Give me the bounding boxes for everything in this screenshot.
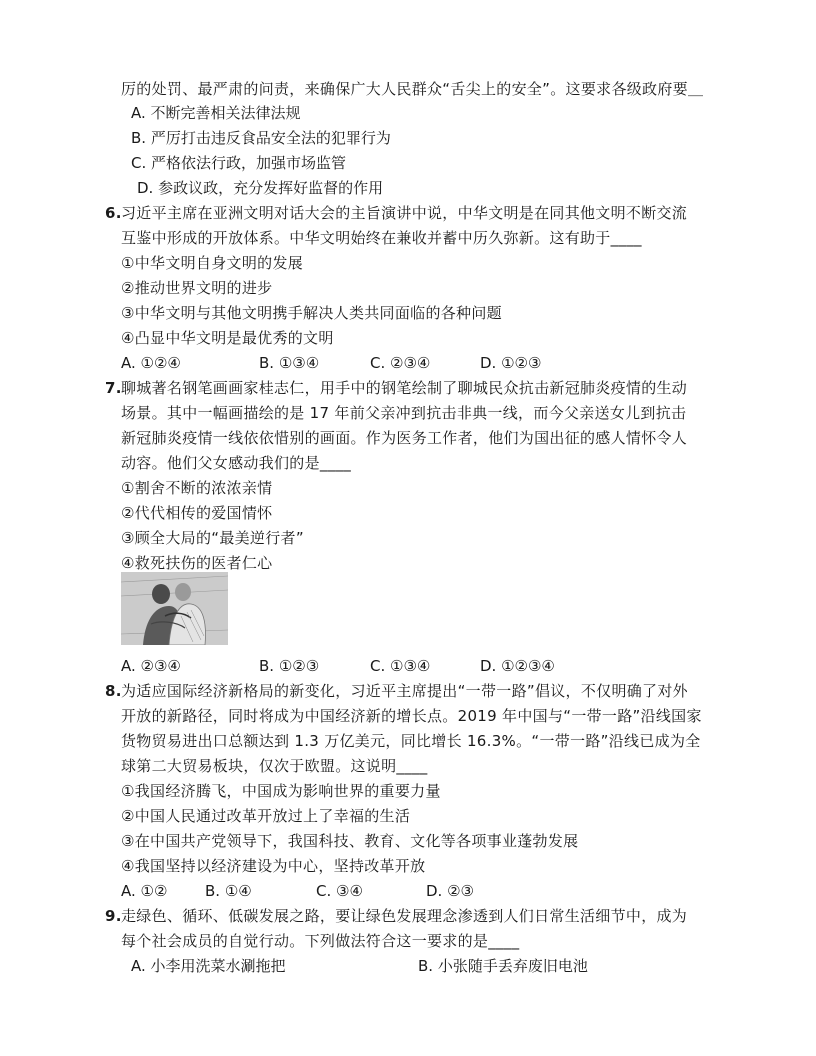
pen-drawing-image [121, 572, 228, 645]
q8-number: 8. [105, 682, 122, 700]
q8-stem-line-3: 货物贸易进出口总额达到 1.3 万亿美元，同比增长 16.3%。“一带一路”沿线已成为全 [121, 732, 701, 750]
q6-option-c[interactable]: C. ②③④ [370, 354, 431, 372]
q9-number: 9. [105, 907, 122, 925]
q9-stem-line-1: 走绿色、循环、低碳发展之路，要让绿色发展理念渗透到人们日常生活细节中，成为 [121, 907, 688, 925]
q6-item-3: ③中华文明与其他文明携手解决人类共同面临的各种问题 [121, 304, 502, 322]
q7-stem-line-4: 动容。他们父女感动我们的是____ [121, 454, 352, 472]
q8-option-b[interactable]: B. ①④ [205, 882, 252, 900]
q7-option-d[interactable]: D. ①②③④ [480, 657, 555, 675]
q8-item-2: ②中国人民通过改革开放过上了幸福的生活 [121, 807, 411, 825]
q8-stem-line-1: 为适应国际经济新格局的新变化，习近平主席提出“一带一路”倡议，不仅明确了对外 [121, 682, 688, 700]
q8-option-c[interactable]: C. ③④ [316, 882, 363, 900]
q5-stem-tail: 厉的处罚、最严肃的问责，来确保广大人民群众“舌尖上的安全”。这要求各级政府要＿ [121, 80, 704, 98]
q8-option-d[interactable]: D. ②③ [426, 882, 474, 900]
q7-stem-line-2: 场景。其中一幅画描绘的是 17 年前父亲冲到抗击非典一线，而今父亲送女儿到抗击 [121, 404, 687, 422]
q5-option-b[interactable]: B. 严厉打击违反食品安全法的犯罪行为 [131, 129, 391, 147]
q6-option-a[interactable]: A. ①②④ [121, 354, 181, 372]
q5-option-d[interactable]: D. 参政议政，充分发挥好监督的作用 [137, 179, 384, 197]
q8-stem-line-4: 球第二大贸易板块，仅次于欧盟。这说明____ [121, 757, 428, 775]
embrace-illustration [121, 572, 228, 645]
q7-number: 7. [105, 379, 122, 397]
q6-stem-line-2: 互鉴中形成的开放体系。中华文明始终在兼收并蓄中历久弥新。这有助于____ [121, 229, 642, 247]
q7-stem-line-1: 聊城著名钢笔画画家桂志仁，用手中的钢笔绘制了聊城民众抗击新冠肺炎疫情的生动 [121, 379, 688, 397]
q9-stem-line-2: 每个社会成员的自觉行动。下列做法符合这一要求的是____ [121, 932, 520, 950]
q7-stem-line-3: 新冠肺炎疫情一线依依惜别的画面。作为医务工作者，他们为国出征的感人情怀令人 [121, 429, 688, 447]
q7-item-3: ③顾全大局的“最美逆行者” [121, 529, 304, 547]
q9-option-a[interactable]: A. 小李用洗菜水涮拖把 [131, 957, 286, 975]
q7-option-b[interactable]: B. ①②③ [259, 657, 320, 675]
q9-option-b[interactable]: B. 小张随手丢弃废旧电池 [418, 957, 588, 975]
q6-option-b[interactable]: B. ①③④ [259, 354, 320, 372]
q8-item-3: ③在中国共产党领导下，我国科技、教育、文化等各项事业蓬勃发展 [121, 832, 579, 850]
q8-item-1: ①我国经济腾飞，中国成为影响世界的重要力量 [121, 782, 441, 800]
q6-stem-line-1: 习近平主席在亚洲文明对话大会的主旨演讲中说，中华文明是在同其他文明不断交流 [121, 204, 688, 222]
q7-option-a[interactable]: A. ②③④ [121, 657, 181, 675]
q7-item-4: ④救死扶伤的医者仁心 [121, 554, 273, 572]
q8-stem-line-2: 开放的新路径，同时将成为中国经济新的增长点。2019 年中国与“一带一路”沿线国家 [121, 707, 702, 725]
q7-item-1: ①割舍不断的浓浓亲情 [121, 479, 273, 497]
q8-option-a[interactable]: A. ①② [121, 882, 168, 900]
q7-item-2: ②代代相传的爱国情怀 [121, 504, 273, 522]
q8-item-4: ④我国坚持以经济建设为中心，坚持改革开放 [121, 857, 426, 875]
q5-option-a[interactable]: A. 不断完善相关法律法规 [131, 104, 301, 122]
q6-item-1: ①中华文明自身文明的发展 [121, 254, 304, 272]
q7-option-c[interactable]: C. ①③④ [370, 657, 431, 675]
q6-number: 6. [105, 204, 122, 222]
q6-item-4: ④凸显中华文明是最优秀的文明 [121, 329, 334, 347]
q6-option-d[interactable]: D. ①②③ [480, 354, 542, 372]
q6-item-2: ②推动世界文明的进步 [121, 279, 273, 297]
q5-option-c[interactable]: C. 严格依法行政，加强市场监管 [131, 154, 347, 172]
